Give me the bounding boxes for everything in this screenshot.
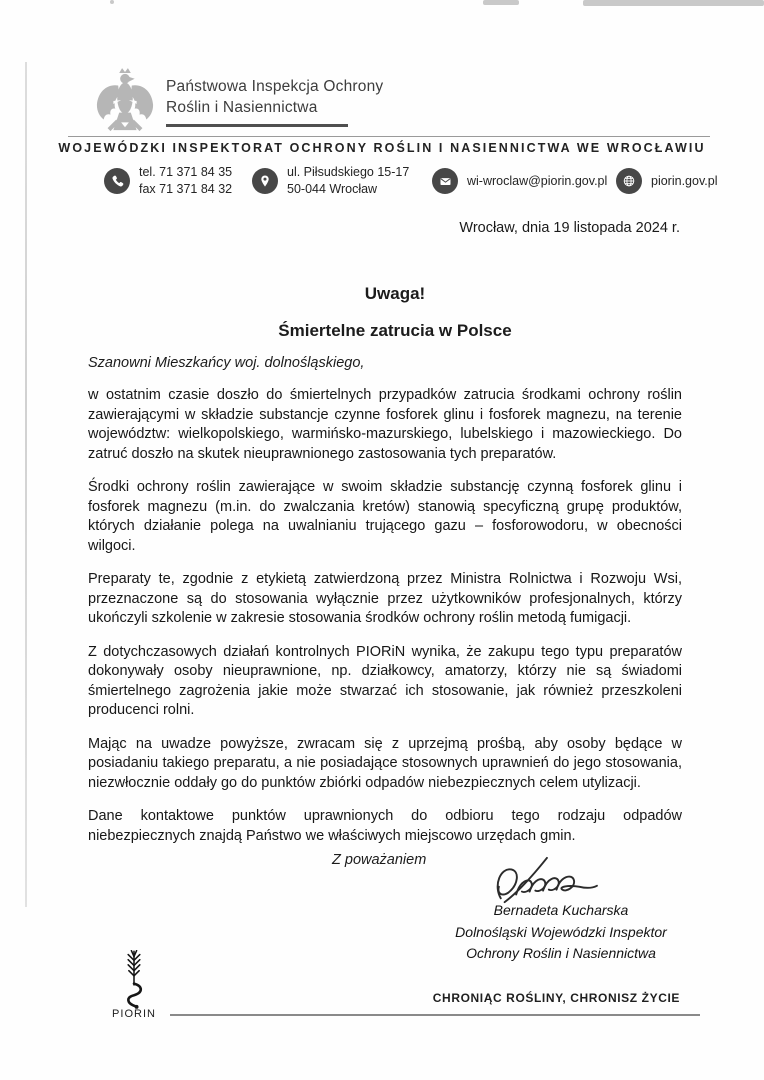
scan-artifact	[110, 0, 114, 4]
contact-tel: tel. 71 371 84 35	[139, 165, 233, 179]
phone-icon	[104, 168, 130, 194]
body-paragraph: Środki ochrony roślin zawierające w swoim składzie substancję czynną fosforek glinu i fosforek magnezu (m.in. do zwalczania kretów) stanowią specyficzną grupę produktów, których działanie polega na uwalnianiu trującego gazu – fosforowodoru, w obecności wilgoci.	[88, 479, 682, 554]
organization-name-line1: Państwowa Inspekcja Ochrony	[166, 78, 384, 95]
organization-name-line2: Roślin i Nasiennictwa	[166, 99, 318, 116]
coat-of-arms-eagle-logo	[94, 66, 156, 138]
handwritten-signature	[487, 856, 603, 906]
globe-icon	[616, 168, 642, 194]
contact-address-group	[252, 164, 409, 198]
body-paragraph: Mając na uwadze powyższe, zwracam się z uprzejmą prośbą, aby osoby będące w posiadaniu takiego preparatu, a nie posiadające stosownych uprawnień do jego stosowania, niezwłocznie oddały go do punktów zbiórki odpadów niebezpiecznych celem utylizacji.	[88, 735, 682, 791]
office-banner-title: WOJEWÓDZKI INSPEKTORAT OCHRONY ROŚLIN I NASIENNICTWA WE WROCŁAWIU	[58, 141, 706, 155]
scan-artifact	[583, 0, 764, 6]
contact-address-line2: 50-044 Wrocław	[287, 182, 378, 196]
signer-title-line1: Dolnośląski Wojewódzki Inspektor	[455, 923, 667, 940]
signer-block	[420, 900, 702, 965]
letter-closing: Z poważaniem	[332, 852, 427, 868]
scan-page-edge-shadow	[25, 62, 27, 907]
scan-artifact	[483, 0, 519, 5]
logo-underline-rule	[166, 124, 348, 127]
footer-slogan: CHRONIĄC ROŚLINY, CHRONISZ ŻYCIE	[432, 991, 680, 1005]
contact-email-group	[432, 164, 607, 198]
contact-phone-group	[104, 164, 232, 198]
body-paragraph: Preparaty te, zgodnie z etykietą zatwierdzoną przez Ministra Rolnictwa i Rozwoju Wsi, przeznaczone są do stosowania wyłącznie przez użytkowników profesjonalnych, którzy ukończyli szkolenie w zakresie stosowania środków ochrony roślin metodą fumigacji.	[88, 571, 682, 626]
signer-title-line2: Ochrony Roślin i Nasiennictwa	[466, 945, 656, 961]
contact-address-text	[287, 164, 409, 198]
contact-email: wi-wroclaw@piorin.gov.pl	[467, 174, 608, 188]
body-paragraph: Dane kontaktowe punktów uprawnionych do odbioru tego rodzaju odpadów niebezpiecznych znajdą Państwo we właściwych miejscowo urzędach gmin.	[88, 808, 682, 844]
body-paragraph: Z dotychczasowych działań kontrolnych PIORiN wynika, że zakupu tego typu preparatów dokonywały osoby nieuprawnione, np. działkowcy, amatorzy, którzy nie są świadomi śmiertelnego zagrożenia jakie może stwarzać ich stosowanie, jak również przeszkoleni producenci rolni.	[88, 643, 682, 718]
letter-dateline: Wrocław, dnia 19 listopada 2024 r.	[459, 220, 680, 236]
contact-website-group	[616, 164, 717, 198]
organization-name	[166, 76, 383, 118]
location-pin-icon	[252, 168, 278, 194]
body-paragraph: w ostatnim czasie doszło do śmiertelnych przypadków zatrucia środkami ochrony roślin zawierającymi w składzie substancje czynne fosforek glinu i fosforek magnezu, na terenie województw: wielkopolskiego, warmińsko-mazurskiego, lubelskiego i mazowieckiego. Do zatruć doszło na skutek nieuprawnionego zastosowania tych preparatów.	[88, 387, 682, 462]
email-envelope-icon	[432, 168, 458, 194]
footer-rule	[170, 1014, 700, 1016]
letter-body	[88, 386, 682, 860]
contact-website: piorin.gov.pl	[651, 174, 718, 188]
contact-address-line1: ul. Piłsudskiego 15-17	[287, 165, 410, 179]
contact-phone-text	[139, 164, 232, 198]
piorin-logo-text: PIORIN	[112, 1008, 156, 1020]
letter-title-attention: Uwaga!	[364, 284, 426, 303]
letter-title-subject: Śmiertelne zatrucia w Polsce	[278, 321, 512, 340]
piorin-wheat-logo	[112, 950, 156, 1012]
contact-fax: fax 71 371 84 32	[139, 182, 233, 196]
letter-salutation: Szanowni Mieszkańcy woj. dolnośląskiego,	[88, 355, 365, 371]
header-divider-rule	[68, 136, 710, 137]
signer-name: Bernadeta Kucharska	[493, 902, 629, 918]
